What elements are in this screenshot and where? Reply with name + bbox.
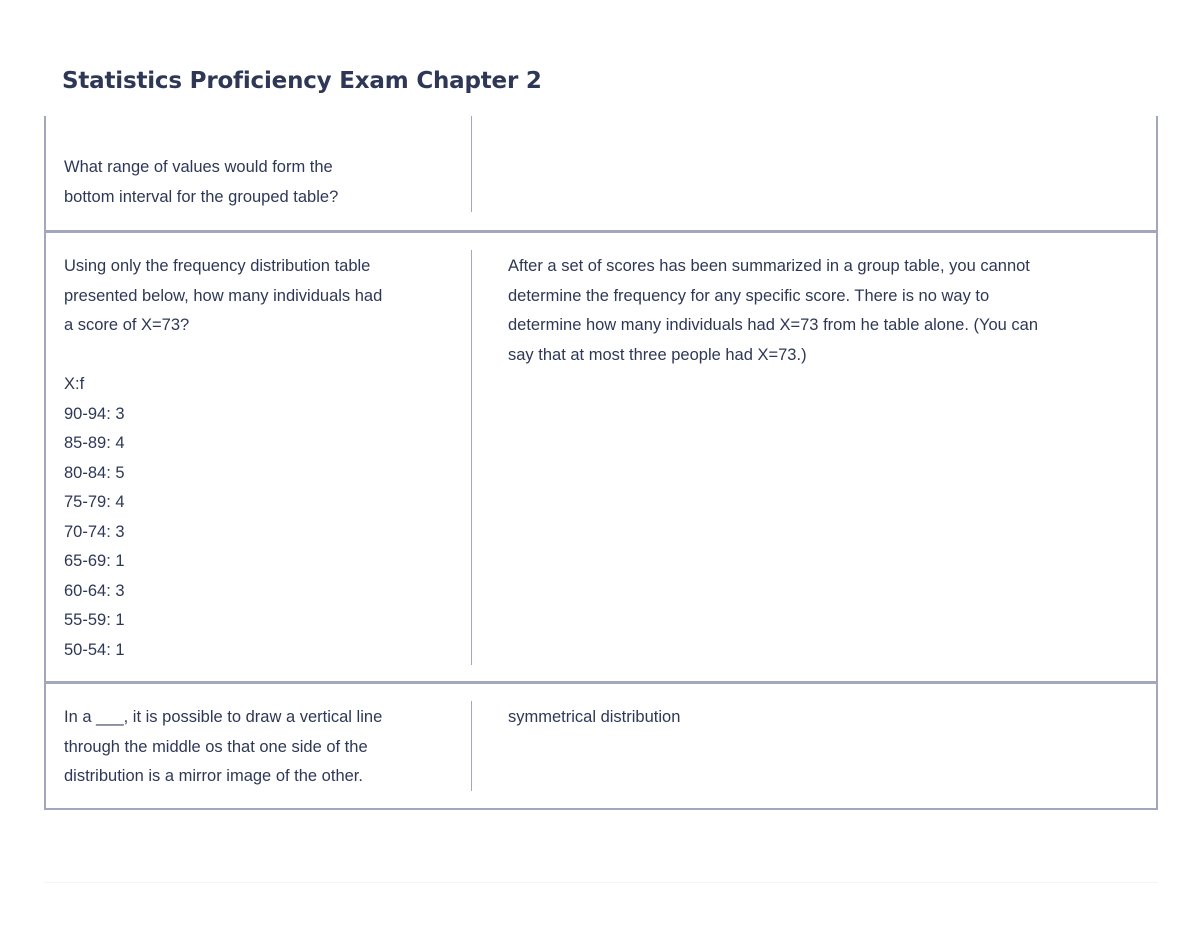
card-term: Using only the frequency distribution table presented below, how many individuals had a score of X=73? X:f 90-94: 3 85-89: 4 80-84: 5 75-79: 4 70-74: 3 65-69: 1 60-64: 3 55-59: 1 50-54: 1	[64, 257, 383, 659]
card-row	[46, 116, 1156, 230]
card-row	[46, 230, 1156, 682]
card-term: What range of values would form the bottom interval for the grouped table?	[64, 158, 339, 206]
footer-divider	[44, 882, 1158, 883]
column-divider	[471, 250, 472, 665]
page-title: Statistics Proficiency Exam Chapter 2	[62, 68, 542, 94]
card-term: In a ___, it is possible to draw a vertical line through the middle os that one side of the distribution is a mirror image of the other.	[64, 708, 383, 785]
column-divider	[471, 116, 472, 212]
card-definition: symmetrical distribution	[508, 708, 681, 726]
card-definition: After a set of scores has been summarized in a group table, you cannot determine the frequency for any specific score. There is no way to determine how many individuals had X=73 from he table alone. (You can say that at most three people had X=73.)	[508, 257, 1039, 364]
column-divider	[471, 701, 472, 791]
flashcard-table	[44, 116, 1158, 810]
card-row	[46, 681, 1156, 808]
